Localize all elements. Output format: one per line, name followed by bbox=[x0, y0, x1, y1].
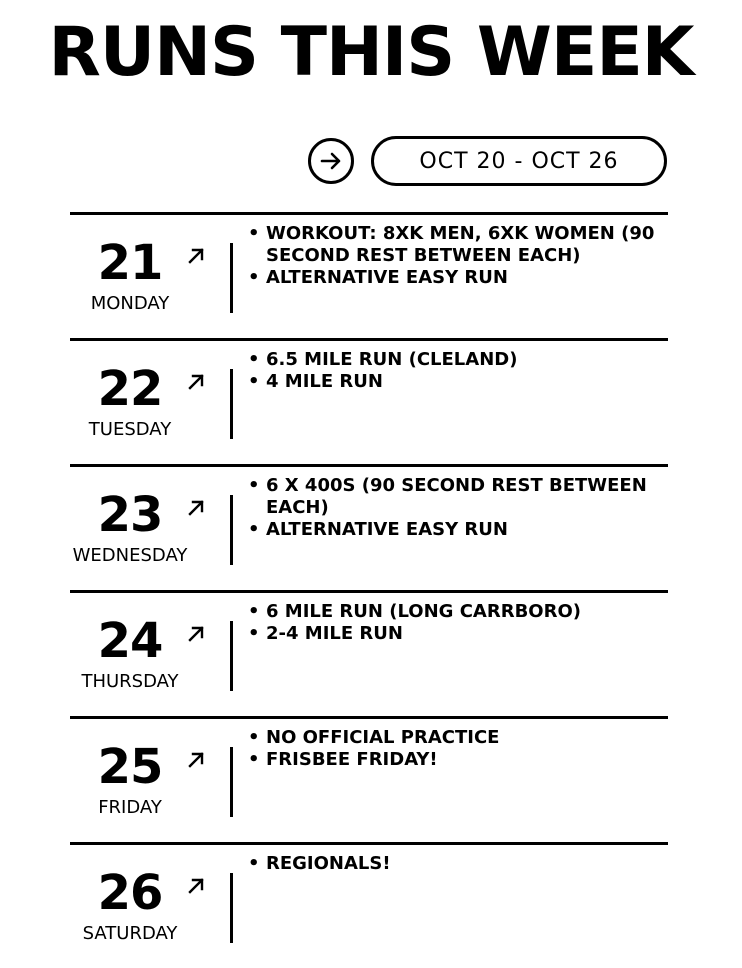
day-name: TUESDAY bbox=[88, 419, 172, 440]
day-row-thursday bbox=[70, 590, 668, 716]
event-item: • ALTERNATIVE EASY RUN bbox=[246, 519, 678, 541]
day-row-saturday bbox=[70, 842, 668, 968]
day-row-friday bbox=[70, 716, 668, 842]
date-navigation bbox=[308, 136, 667, 186]
event-item: • 6.5 MILE RUN (CLELAND) bbox=[246, 349, 678, 371]
event-item: • WORKOUT: 8XK MEN, 6XK WOMEN (90 SECOND REST BETWEEN EACH) bbox=[246, 223, 678, 267]
event-item: • ALTERNATIVE EASY RUN bbox=[246, 267, 678, 289]
day-header bbox=[70, 341, 230, 464]
schedule-list bbox=[70, 212, 668, 968]
day-number: 26 bbox=[97, 865, 163, 921]
divider bbox=[230, 495, 233, 565]
divider bbox=[230, 873, 233, 943]
arrow-right-icon bbox=[319, 149, 343, 173]
day-header bbox=[70, 593, 230, 716]
day-name: FRIDAY bbox=[98, 797, 162, 818]
day-row-tuesday bbox=[70, 338, 668, 464]
day-header bbox=[70, 467, 230, 590]
divider bbox=[230, 369, 233, 439]
arrow-up-right-icon[interactable] bbox=[185, 749, 207, 771]
arrow-up-right-icon[interactable] bbox=[185, 371, 207, 393]
day-row-monday bbox=[70, 212, 668, 338]
event-list bbox=[246, 223, 678, 289]
page-title: RUNS THIS WEEK bbox=[48, 13, 694, 92]
day-number: 22 bbox=[97, 361, 163, 417]
day-header bbox=[70, 719, 230, 842]
event-item: • 2-4 MILE RUN bbox=[246, 623, 678, 645]
divider bbox=[230, 621, 233, 691]
event-list bbox=[246, 601, 678, 645]
event-list bbox=[246, 475, 678, 541]
day-name: THURSDAY bbox=[81, 671, 179, 692]
event-item: • 6 X 400S (90 SECOND REST BETWEEN EACH) bbox=[246, 475, 678, 519]
date-range: OCT 20 - OCT 26 bbox=[371, 136, 667, 186]
divider bbox=[230, 747, 233, 817]
event-item: • FRISBEE FRIDAY! bbox=[246, 749, 678, 771]
event-item: • 6 MILE RUN (LONG CARRBORO) bbox=[246, 601, 678, 623]
next-week-button[interactable] bbox=[308, 138, 354, 184]
event-list bbox=[246, 853, 678, 875]
arrow-up-right-icon[interactable] bbox=[185, 497, 207, 519]
day-number: 25 bbox=[97, 739, 163, 795]
day-header bbox=[70, 845, 230, 968]
event-item: • REGIONALS! bbox=[246, 853, 678, 875]
day-number: 24 bbox=[97, 613, 163, 669]
day-number: 23 bbox=[97, 487, 163, 543]
arrow-up-right-icon[interactable] bbox=[185, 245, 207, 267]
day-name: WEDNESDAY bbox=[72, 545, 188, 566]
event-item: • NO OFFICIAL PRACTICE bbox=[246, 727, 678, 749]
event-list bbox=[246, 349, 678, 393]
event-list bbox=[246, 727, 678, 771]
arrow-up-right-icon[interactable] bbox=[185, 623, 207, 645]
day-number: 21 bbox=[97, 235, 163, 291]
arrow-up-right-icon[interactable] bbox=[185, 875, 207, 897]
event-item: • 4 MILE RUN bbox=[246, 371, 678, 393]
day-name: MONDAY bbox=[90, 293, 170, 314]
day-header bbox=[70, 215, 230, 338]
day-row-wednesday bbox=[70, 464, 668, 590]
day-name: SATURDAY bbox=[82, 923, 178, 944]
divider bbox=[230, 243, 233, 313]
